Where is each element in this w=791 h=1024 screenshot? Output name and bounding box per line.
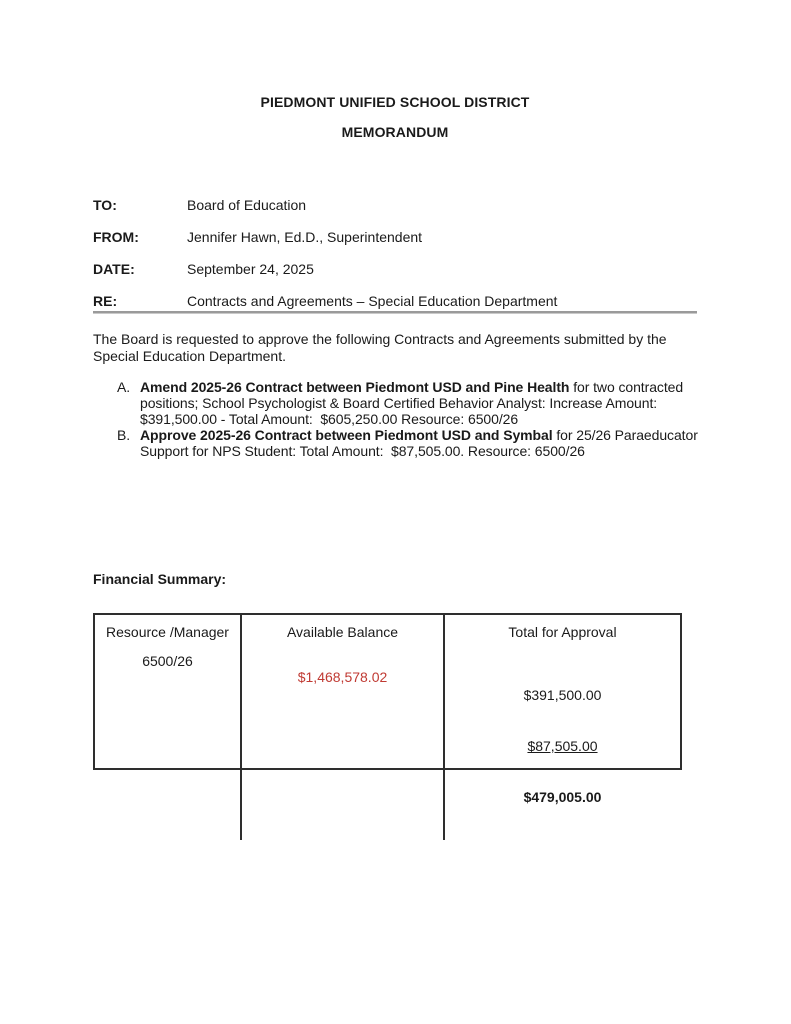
approval-amounts	[445, 653, 680, 840]
financial-summary-table	[93, 613, 682, 805]
approval-amount-contract-b: $87,505.00	[527, 738, 598, 754]
memo-meta-block	[93, 197, 711, 309]
meta-row-re	[93, 293, 711, 309]
meta-label-to: TO:	[93, 197, 117, 213]
meta-row-from	[93, 229, 711, 261]
available-balance-value: $1,468,578.02	[297, 669, 388, 685]
column-resource-manager	[95, 615, 240, 840]
column-available-balance	[240, 615, 443, 840]
district-title: PIEDMONT UNIFIED SCHOOL DISTRICT	[260, 94, 530, 110]
memo-header	[93, 94, 697, 140]
meta-label-re: RE:	[93, 293, 118, 309]
memorandum-title: MEMORANDUM	[341, 124, 449, 140]
column-total-for-approval	[443, 615, 680, 840]
list-item-b-rest: for 25/26 Paraeducator Support for NPS Student: Total Amount: $87,505.00. Resource: 6500/26	[140, 427, 702, 459]
list-item-a	[93, 379, 711, 427]
column-header-available-balance: Available Balance	[286, 624, 399, 640]
meta-label-date: DATE:	[93, 261, 135, 277]
resource-manager-value: 6500/26	[142, 653, 193, 669]
intro-paragraph: The Board is requested to approve the following Contracts and Agreements submitted by the Special Education Department.	[93, 331, 667, 364]
agreement-list	[93, 379, 711, 459]
list-item-a-bold: Amend 2025-26 Contract between Piedmont USD and Pine Health	[140, 379, 570, 395]
divider-rule	[93, 311, 697, 314]
list-item-b	[93, 427, 711, 459]
approval-amount-contract-a: $391,500.00	[523, 687, 602, 703]
list-item-b-bold: Approve 2025-26 Contract between Piedmont USD and Symbal	[140, 427, 553, 443]
approval-amount-total: $479,005.00	[523, 789, 602, 805]
meta-label-from: FROM:	[93, 229, 139, 245]
meta-row-to	[93, 197, 711, 229]
list-item-a-text	[140, 379, 687, 427]
list-marker-a: A.	[117, 379, 131, 395]
meta-value-from: Jennifer Hawn, Ed.D., Superintendent	[187, 229, 423, 245]
list-marker-b: B.	[117, 427, 131, 443]
meta-value-date: September 24, 2025	[187, 261, 314, 277]
meta-value-to: Board of Education	[187, 197, 307, 213]
column-header-resource-manager: Resource /Manager	[106, 624, 229, 640]
column-header-total-for-approval: Total for Approval	[508, 624, 617, 640]
meta-row-date	[93, 261, 711, 293]
list-item-a-rest: for two contracted positions; School Psychologist & Board Certified Behavior Analyst: Increase Amount: $391,500.00 - Total Amount: $605,250.00 Resource: 6500/26	[140, 379, 687, 427]
meta-value-re: Contracts and Agreements – Special Education Department	[187, 293, 558, 309]
financial-summary-heading: Financial Summary:	[93, 571, 227, 587]
list-item-b-text	[140, 427, 702, 459]
